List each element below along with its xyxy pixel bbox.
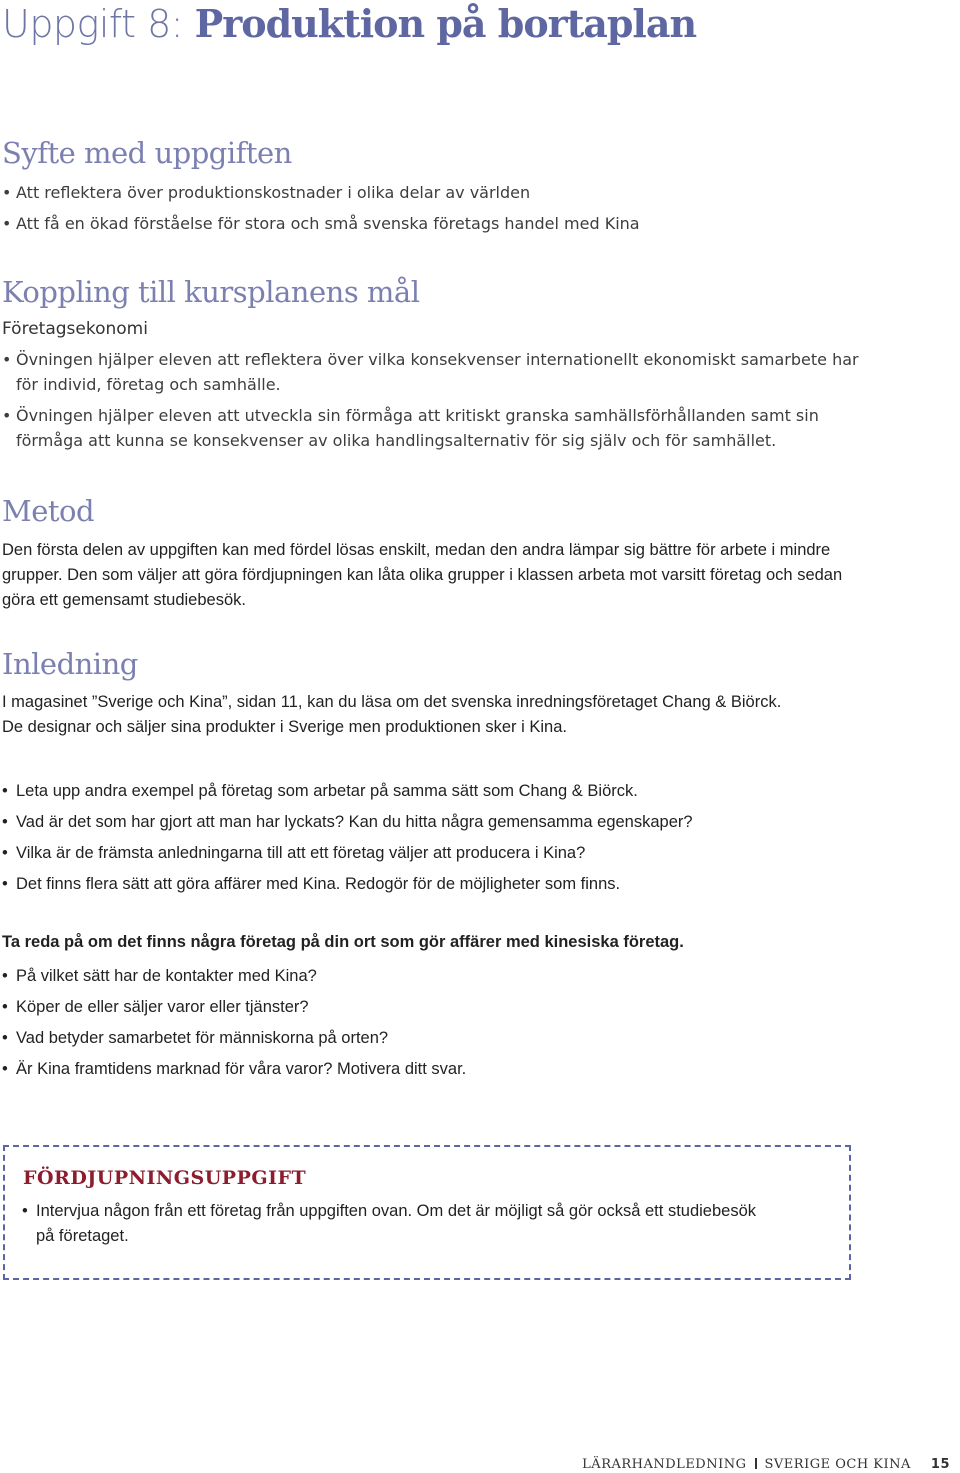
syfte-heading: Syfte med uppgiften xyxy=(2,136,292,170)
list-item: • Det finns flera sätt att göra affärer med Kina. Redogör för de möjligheter som finns. xyxy=(2,869,902,900)
koppling-subheading: Företagsekonomi xyxy=(2,319,148,339)
list-item: • Att få en ökad förståelse för stora och små svenska företags handel med Kina xyxy=(2,208,902,239)
inledning-text: I magasinet ”Sverige och Kina”, sidan 11, kan du läsa om det svenska inredningsföretaget Chang & Biörck. De designar och säljer sina produkter i Sverige men produktionen sker i Kina. xyxy=(2,693,782,736)
footer-separator xyxy=(755,1458,757,1469)
list-item: • Köper de eller säljer varor eller tjänster? xyxy=(2,992,902,1023)
title-prefix: Uppgift 8: xyxy=(2,2,195,46)
page-footer xyxy=(582,1457,950,1472)
list-item: • Övningen hjälper eleven att reflektera över vilka konsekvenser internationellt ekonomiskt samarbete har för individ, företag och samhälle. xyxy=(2,347,862,397)
fordjupning-list xyxy=(22,1199,762,1249)
page-number: 15 xyxy=(930,1457,950,1472)
list-item: • Leta upp andra exempel på företag som arbetar på samma sätt som Chang & Biörck. xyxy=(2,776,902,807)
metod-text: Den första delen av uppgiften kan med fördel lösas enskilt, medan den andra lämpar sig bättre för arbete i mindre grupper. Den som väljer att göra fördjupningen kan låta olika grupper i klassen arbeta mot varsitt företag och sedan göra ett gemensamt studiebesök. xyxy=(2,541,843,609)
list-item: • På vilket sätt har de kontakter med Kina? xyxy=(2,961,902,992)
title-main: Produktion på bortaplan xyxy=(194,1,697,46)
inledning-heading: Inledning xyxy=(2,647,138,681)
fordjupning-box xyxy=(3,1145,851,1280)
list-item: • Vad betyder samarbetet för människorna på orten? xyxy=(2,1023,902,1054)
koppling-list xyxy=(2,347,862,453)
list-item: • Att reflektera över produktionskostnader i olika delar av världen xyxy=(2,177,902,208)
fordjupning-title: FÖRDJUPNINGSUPPGIFT xyxy=(23,1167,307,1189)
koppling-heading: Koppling till kursplanens mål xyxy=(2,275,420,309)
metod-heading: Metod xyxy=(2,494,95,528)
syfte-list xyxy=(2,177,902,239)
lokalt-lead: Ta reda på om det finns några företag på din ort som gör affärer med kinesiska företag. xyxy=(2,933,684,951)
list-item: • Intervjua någon från ett företag från uppgiften ovan. Om det är möjligt så gör också ett studiebesök på företaget. xyxy=(22,1199,762,1249)
list-item: • Övningen hjälper eleven att utveckla sin förmåga att kritiskt granska samhällsförhållanden samt sin förmåga att kunna se konsekvenser av olika handlingsalternativ för sig själv och för samhället. xyxy=(2,403,862,453)
list-item: • Vilka är de främsta anledningarna till att ett företag väljer att producera i Kina? xyxy=(2,838,902,869)
footer-left: LÄRARHANDLEDNING xyxy=(582,1457,747,1472)
lokalt-list xyxy=(2,961,902,1085)
list-item: • Är Kina framtidens marknad för våra varor? Motivera ditt svar. xyxy=(2,1054,902,1085)
footer-right: SVERIGE OCH KINA xyxy=(764,1457,911,1472)
page-title xyxy=(2,2,696,46)
inledning-list xyxy=(2,776,902,900)
list-item: • Vad är det som har gjort att man har lyckats? Kan du hitta några gemensamma egenskaper? xyxy=(2,807,902,838)
